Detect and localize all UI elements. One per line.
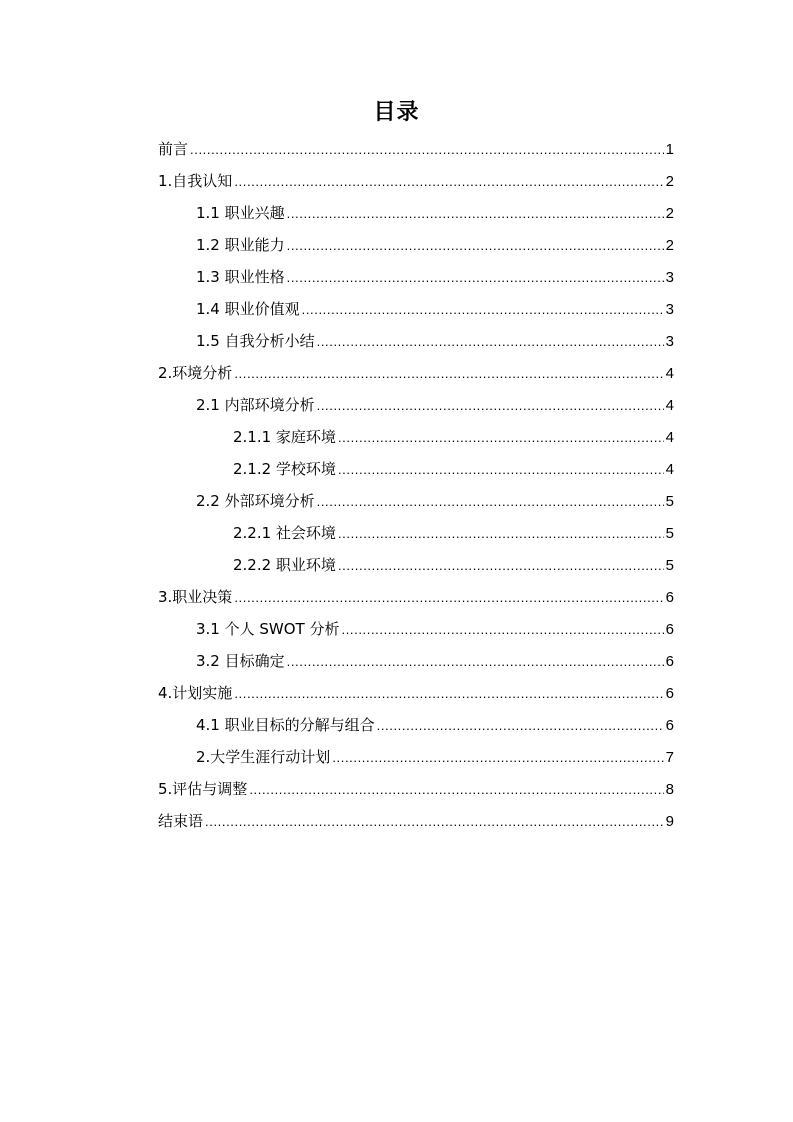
toc-page-number: 6 [665,589,674,606]
toc-dot-leader [338,454,664,486]
toc-entry-label: 3.职业决策 [158,588,233,606]
toc-page-number: 4 [665,397,674,414]
toc-dot-leader [317,390,664,422]
toc-dot-leader [338,518,664,550]
toc-page-number: 9 [665,813,674,830]
toc-page-number: 6 [665,653,674,670]
toc-entry-label: 5.评估与调整 [158,780,248,798]
toc-entry-label: 1.2 职业能力 [196,236,285,254]
toc-entry-label: 4.1 职业目标的分解与组合 [196,716,375,734]
toc-entry[interactable] [158,613,674,645]
toc-page-number: 6 [665,685,674,702]
toc-entry[interactable] [158,645,674,677]
toc-page-number: 6 [665,717,674,734]
toc-entry[interactable] [158,805,674,837]
toc-dot-leader [317,326,664,358]
toc-entry[interactable] [158,485,674,517]
toc-entry-label: 1.自我认知 [158,172,233,190]
toc-title: 目录 [373,100,420,125]
toc-entry[interactable] [158,261,674,293]
toc-entry[interactable] [158,741,674,773]
toc-dot-leader [190,134,664,166]
toc-dot-leader [249,774,663,806]
toc-entry-label: 2.2 外部环境分析 [196,492,315,510]
toc-dot-leader [234,166,663,198]
toc-dot-leader [287,646,664,678]
toc-dot-leader [317,486,664,518]
toc-page-number: 4 [665,429,674,446]
toc-page-number: 4 [665,461,674,478]
table-of-contents [158,133,674,837]
toc-dot-leader [338,422,664,454]
toc-dot-leader [332,742,663,774]
toc-entry[interactable] [158,677,674,709]
toc-entry[interactable] [158,197,674,229]
toc-entry-label: 3.2 目标确定 [196,652,285,670]
toc-dot-leader [234,678,663,710]
toc-entry[interactable] [158,357,674,389]
toc-page-number: 5 [665,557,674,574]
toc-dot-leader [341,614,663,646]
toc-page-number: 3 [665,333,674,350]
toc-dot-leader [205,806,664,838]
toc-dot-leader [302,294,664,326]
toc-dot-leader [287,230,664,262]
toc-entry[interactable] [158,325,674,357]
toc-page-number: 2 [665,237,674,254]
toc-page-number: 5 [665,525,674,542]
toc-page-number: 5 [665,493,674,510]
toc-page-number: 3 [665,301,674,318]
toc-entry-label: 1.4 职业价值观 [196,300,300,318]
toc-entry[interactable] [158,581,674,613]
toc-entry[interactable] [158,229,674,261]
toc-entry-label: 1.3 职业性格 [196,268,285,286]
toc-entry-label: 2.大学生涯行动计划 [196,748,331,766]
toc-entry-label: 结束语 [158,812,204,830]
toc-entry-label: 2.1.2 学校环境 [233,460,336,478]
toc-entry-label: 2.1 内部环境分析 [196,396,315,414]
toc-entry-label: 前言 [158,140,189,158]
toc-entry-label: 2.2.2 职业环境 [233,556,336,574]
toc-entry[interactable] [158,773,674,805]
toc-page-number: 8 [665,781,674,798]
toc-dot-leader [287,198,664,230]
toc-entry[interactable] [158,165,674,197]
toc-dot-leader [234,582,663,614]
toc-page-number: 2 [665,173,674,190]
toc-dot-leader [338,550,664,582]
toc-entry[interactable] [158,389,674,421]
toc-page-number: 7 [665,749,674,766]
toc-entry[interactable] [158,453,674,485]
toc-page-number: 2 [665,205,674,222]
toc-entry-label: 1.5 自我分析小结 [196,332,315,350]
toc-dot-leader [234,358,663,390]
toc-entry-label: 2.2.1 社会环境 [233,524,336,542]
toc-entry[interactable] [158,293,674,325]
toc-entry-label: 2.1.1 家庭环境 [233,428,336,446]
toc-page-number: 1 [665,141,674,158]
toc-dot-leader [287,262,664,294]
toc-page-number: 6 [665,621,674,638]
toc-entry[interactable] [158,517,674,549]
toc-entry-label: 3.1 个人 SWOT 分析 [196,620,340,638]
toc-dot-leader [377,710,664,742]
toc-page-number: 4 [665,365,674,382]
toc-entry[interactable] [158,133,674,165]
toc-page-number: 3 [665,269,674,286]
toc-entry-label: 1.1 职业兴趣 [196,204,285,222]
toc-entry[interactable] [158,549,674,581]
toc-entry[interactable] [158,421,674,453]
toc-entry[interactable] [158,709,674,741]
toc-entry-label: 4.计划实施 [158,684,233,702]
toc-entry-label: 2.环境分析 [158,364,233,382]
